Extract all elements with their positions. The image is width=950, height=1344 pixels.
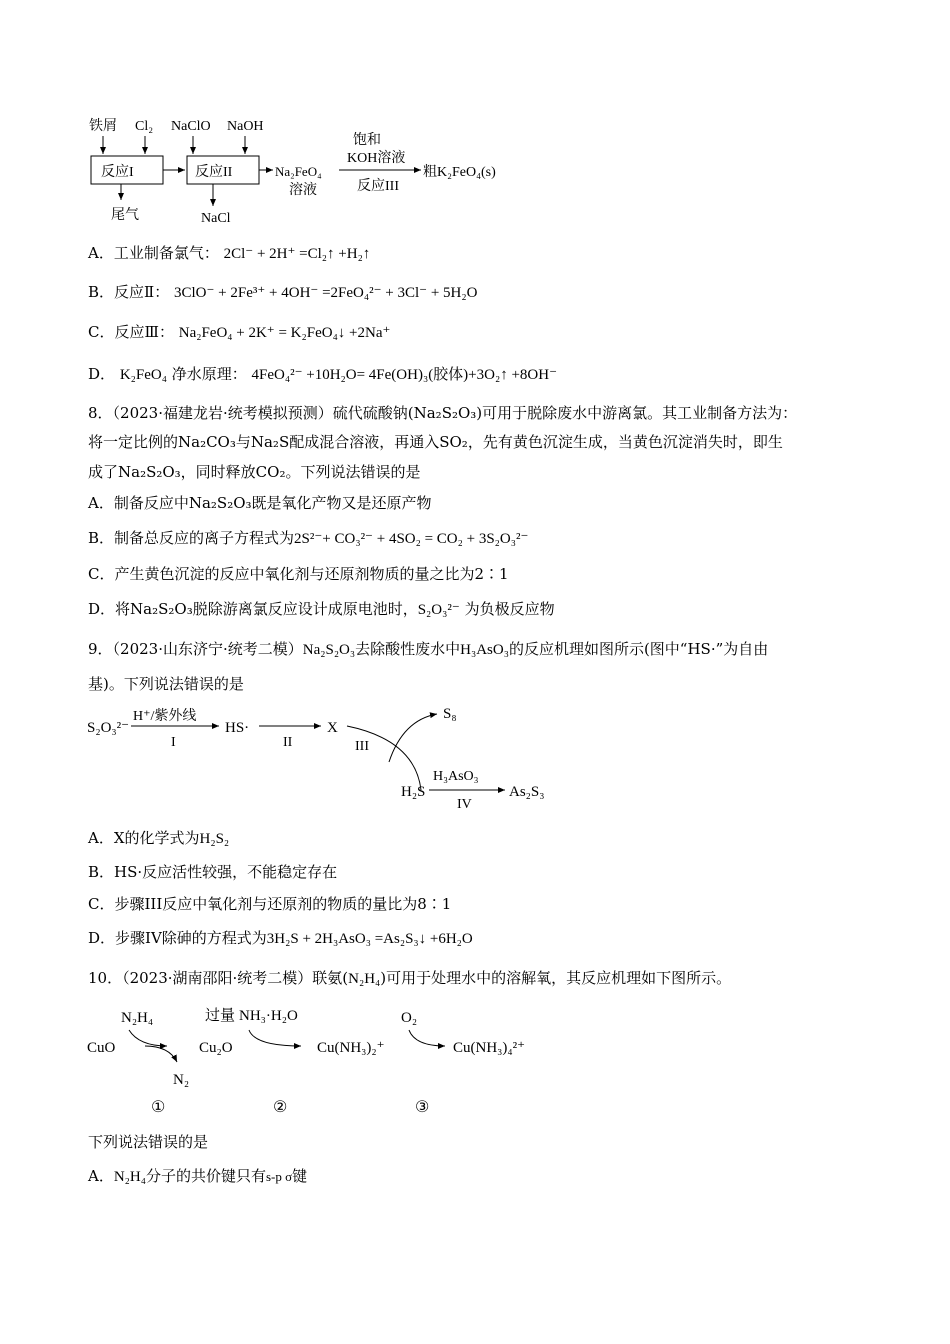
mech10-cu2o: Cu₂O	[199, 1040, 233, 1056]
q10-prompt: 下列说法错误的是	[88, 1133, 209, 1151]
q8-option-d: D．将Na₂S₂O₃脱除游离氯反应设计成原电池时，S₂O₃²⁻ 为负极反应物	[88, 600, 555, 618]
q10-formula-n2h4: N₂H₄	[348, 971, 381, 987]
k2feo4-process-flow-diagram	[85, 112, 525, 230]
q9-stem-line2: 基)。下列说法错误的是	[88, 675, 244, 693]
mech9-step-1: I	[171, 735, 176, 750]
q10-option-a-bond: s-p σ	[265, 1169, 293, 1184]
final-product: 粗K₂FeO₄(s)	[423, 165, 496, 180]
q8-stem-line2: 将一定比例的Na₂CO₃与Na₂S配成混合溶液，再通入SO₂，先有黄色沉淀生成，当黄色沉淀消失时，即生	[88, 433, 783, 451]
q8-option-d-formula: S₂O₃²⁻	[417, 602, 460, 618]
mech9-step-3: III	[355, 739, 369, 754]
condition-saturated: 饱和	[353, 133, 381, 148]
mech9-step-2: II	[283, 735, 293, 750]
reaction-box-1-label: 反应I	[101, 165, 134, 180]
condition-reaction-3: 反应III	[357, 179, 399, 194]
q9-option-b: B．HS·反应活性较强，不能稳定存在	[88, 863, 338, 881]
mech9-step-4: IV	[457, 797, 472, 812]
mech9-thiosulfate: S₂O₃²⁻	[87, 720, 130, 736]
q10-stem: 10．（2023·湖南邵阳·统考二模）联氨(N₂H₄)可用于处理水中的溶解氧，其反应机理如下图所示。	[88, 969, 732, 987]
q9-formula-h3aso3: H₃AsO₃	[460, 642, 509, 658]
q9-option-d-equation: 3H₂S + 2H₃AsO₃ =As₂S₃↓ +6H₂O	[266, 931, 473, 947]
q8-stem-line1: 8．（2023·福建龙岩·统考模拟预测）硫代硫酸钠(Na₂S₂O₃)可用于脱除废水中游离氯。其工业制备方法为：	[88, 404, 798, 422]
q9-mechanism-diagram	[85, 700, 565, 812]
reagent-naoh: NaOH	[227, 119, 264, 134]
mech10-o2: O₂	[401, 1010, 418, 1026]
q7-option-d: D． K₂FeO₄ 净水原理： 4FeO₄²⁻ +10H₂O= 4Fe(OH)₃(胶体)+3O₂↑ +8OH⁻	[88, 365, 557, 383]
mech10-step-3: ③	[415, 1099, 430, 1116]
mech9-h2s: H₂S	[401, 784, 426, 800]
q7-option-c-equation: Na₂FeO₄ + 2K⁺ = K₂FeO₄↓ +2Na⁺	[178, 325, 391, 341]
mech10-nh3h2o: NH₃·H₂O	[239, 1008, 298, 1024]
condition-koh: KOH溶液	[347, 151, 406, 166]
q8-option-b-equation: 2S²⁻+ CO₃²⁻ + 4SO₂ = CO₂ + 3S₂O₃²⁻	[294, 531, 529, 547]
mech10-n2h4: N₂H₄	[121, 1010, 154, 1026]
q8-option-b: B．制备总反应的离子方程式为2S²⁻+ CO₃²⁻ + 4SO₂ = CO₂ + 3S₂O₃²⁻	[88, 529, 529, 547]
reagent-naclo: NaClO	[171, 119, 211, 134]
mech10-cunh3-4: Cu(NH₃)₄²⁺	[453, 1040, 526, 1056]
q10-option-a-formula: N₂H₄	[113, 1169, 146, 1185]
mech9-x: X	[327, 720, 338, 736]
q9-formula-na2s2o3: Na₂S₂O₃	[302, 642, 356, 658]
q7-option-b-equation: 3ClO⁻ + 2Fe³⁺ + 4OH⁻ =2FeO₄²⁻ + 3Cl⁻ + 5H₂O	[174, 285, 478, 301]
mech10-n2: N₂	[173, 1072, 190, 1088]
q10-option-a: A．N₂H₄分子的共价键只有s-p σ键	[88, 1167, 308, 1185]
intermediate-na2feo4: Na₂FeO₄	[275, 164, 322, 179]
q7-option-b: B．反应Ⅱ： 3ClO⁻ + 2Fe³⁺ + 4OH⁻ =2FeO₄²⁻ + 3Cl⁻ + 5H₂O	[88, 283, 478, 301]
mech9-condition-1: H⁺/紫外线	[133, 709, 197, 724]
q7-option-a: A．工业制备氯气： 2Cl⁻ + 2H⁺ =Cl₂↑ +H₂↑	[88, 244, 371, 262]
q9-option-a-formula: H₂S₂	[199, 831, 230, 847]
q9-option-a: A．X的化学式为H₂S₂	[88, 829, 230, 847]
reagent-cl2: Cl₂	[135, 119, 154, 134]
q8-stem-line3: 成了Na₂S₂O₃，同时释放CO₂。下列说法错误的是	[88, 463, 421, 481]
mech10-cunh3-2: Cu(NH₃)₂⁺	[317, 1040, 385, 1056]
q7-option-a-equation: 2Cl⁻ + 2H⁺ =Cl₂↑ +H₂↑	[223, 246, 371, 262]
mech9-hs-radical: HS·	[225, 720, 250, 736]
q7-option-d-formula: K₂FeO₄	[119, 367, 167, 383]
byproduct-nacl: NaCl	[201, 211, 231, 226]
mech9-s8: S₈	[443, 706, 457, 722]
intermediate-solution: 溶液	[289, 183, 317, 198]
q9-option-d: D．步骤IV除砷的方程式为3H₂S + 2H₃AsO₃ =As₂S₃↓ +6H₂O	[88, 929, 473, 947]
mech10-excess: 过量	[205, 1008, 236, 1024]
reaction-box-2-label: 反应II	[195, 165, 233, 180]
q7-option-d-equation: 4FeO₄²⁻ +10H₂O= 4Fe(OH)₃(胶体)+3O₂↑ +8OH⁻	[251, 367, 557, 383]
reagent-iron-scraps: 铁屑	[89, 119, 117, 134]
q8-option-a: A．制备反应中Na₂S₂O₃既是氧化产物又是还原产物	[88, 494, 432, 512]
mech9-condition-4: H₃AsO₃	[433, 769, 479, 784]
mech9-as2s3: As₂S₃	[509, 784, 545, 800]
q8-option-c: C．产生黄色沉淀的反应中氧化剂与还原剂物质的量之比为2∶1	[88, 565, 509, 583]
q9-stem-line1: 9．（2023·山东济宁·统考二模）Na₂S₂O₃去除酸性废水中H₃AsO₃的反应机理如图所示(图中“HS·”为自由	[88, 640, 769, 658]
q7-option-c: C．反应Ⅲ： Na₂FeO₄ + 2K⁺ = K₂FeO₄↓ +2Na⁺	[88, 323, 391, 341]
byproduct-tail-gas: 尾气	[111, 208, 139, 223]
q9-option-c: C．步骤III反应中氧化剂与还原剂的物质的量比为8∶1	[88, 895, 452, 913]
q10-mechanism-diagram	[85, 1000, 555, 1122]
mech10-step-2: ②	[273, 1099, 288, 1116]
mech10-step-1: ①	[151, 1099, 166, 1116]
mech10-cuo: CuO	[87, 1040, 116, 1056]
